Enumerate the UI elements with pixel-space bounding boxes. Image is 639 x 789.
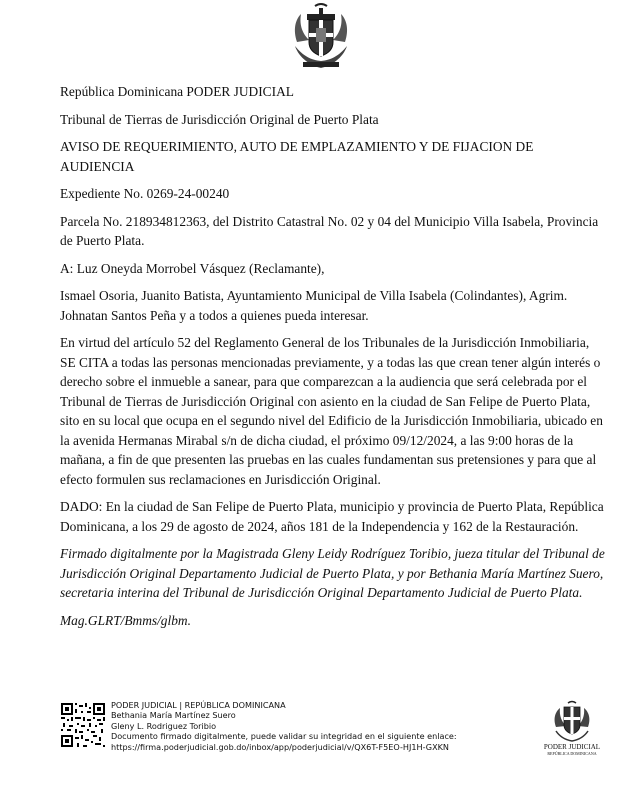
coat-of-arms-icon [289, 2, 353, 72]
addressee: A: Luz Oneyda Morrobel Vásquez (Reclamante), [60, 260, 325, 276]
validation-link[interactable]: https://firma.poderjudicial.gob.do/inbox/app/poderjudicial/v/QX6T-F5EO-HJ1H-GXKN [111, 741, 449, 752]
notice-body [60, 82, 608, 638]
signature-statement: Firmado digitalmente por la Magistrada Gleny Leidy Rodríguez Toribio, jueza titular del Tribunal de Jurisdicción Original Departamento Judicial de Puerto Plata, y por Bethania María Martínez Suero, secretaria interina del Tribunal de Jurisdicción Original Departamento Judicial de Puerto Plata. [60, 546, 605, 600]
logo-subtitle: REPÚBLICA DOMINICANA [547, 751, 597, 756]
logo-title: PODER JUDICIAL [543, 743, 601, 751]
citation-paragraph: En virtud del artículo 52 del Reglamento General de los Tribunales de la Jurisdicción Inmobiliaria, SE CITA a todas las personas mencionadas previamente, y a todas las que crean tener algún interés o derecho sobre el inmueble a sanear, para que comparezcan a la audiencia que será celebrada por el Tribunal de Tierras de Jurisdicción Original con asiento en la ciudad de San Felipe de Puerto Plata, sito en su local que ocupa en el segundo nivel del Edificio de la Jurisdicción Inmobiliaria, ubicado en la avenida Hermanas Mirabal s/n de dicha ciudad, el próximo 09/12/2024, a las 9:00 horas de la mañana, a fin de que presenten las pruebas en las cuales fundamentan sus pretensiones y para que al efecto formulen sus reclamaciones en Jurisdicción Original. [60, 335, 603, 487]
signature-details [111, 700, 551, 752]
republic-header: República Dominicana PODER JUDICIAL [60, 84, 294, 99]
case-number: Expediente No. 0269-24-00240 [60, 186, 230, 201]
qr-code-icon[interactable] [60, 702, 106, 748]
court-name: Tribunal de Tierras de Jurisdicción Original de Puerto Plata [60, 111, 379, 127]
notice-title: AVISO DE REQUERIMIENTO, AUTO DE EMPLAZAMIENTO Y DE FIJACION DE AUDIENCIA [60, 139, 534, 174]
digital-signature-footer [60, 697, 620, 772]
institution-line: PODER JUDICIAL | REPÚBLICA DOMINICANA [111, 700, 286, 710]
reference-initials: Mag.GLRT/Bmms/glbm. [60, 612, 191, 628]
dated-paragraph: DADO: En la ciudad de San Felipe de Puerto Plata, municipio y provincia de Puerto Plata, República Dominicana, a los 29 de agosto de 2024, años 181 de la Independencia y 162 de la Restauración. [60, 499, 604, 534]
signer-name-1: Bethania María Martínez Suero [111, 710, 236, 721]
judiciary-logo-caption [542, 743, 602, 756]
adjoining-parties: Ismael Osoria, Juanito Batista, Ayuntamiento Municipal de Villa Isabela (Colindantes), Agrim. Johnatan Santos Peña y a todos a quienes pueda interesar. [60, 288, 568, 323]
validation-note: Documento firmado digitalmente, puede validar su integridad en el siguiente enlace: [111, 731, 457, 742]
parcel-description: Parcela No. 218934812363, del Distrito Catastral No. 02 y 04 del Municipio Villa Isabela, Provincia de Puerto Plata. [60, 213, 599, 248]
signer-name-2: Gleny L. Rodriguez Toribio [111, 720, 217, 731]
